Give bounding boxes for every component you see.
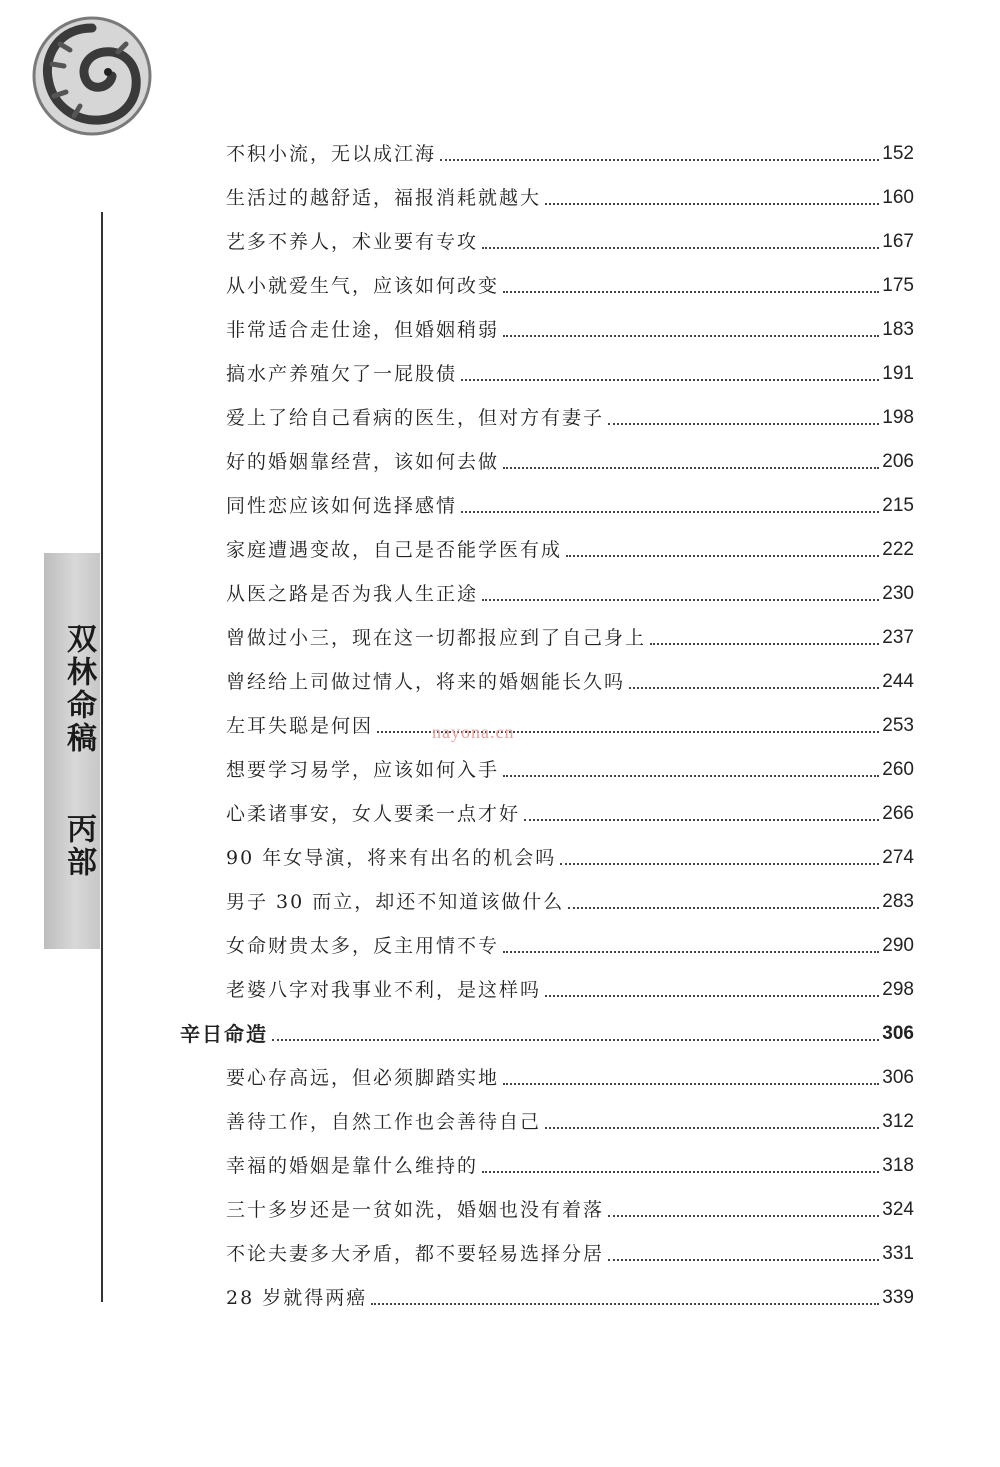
toc-entry-title: 爱上了给自己看病的医生，但对方有妻子 [226,407,605,429]
toc-page-number: 191 [882,363,914,384]
toc-page-number: 222 [882,539,914,560]
toc-entry-title: 搞水产养殖欠了一屁股债 [226,363,458,385]
dot-leader [545,1127,879,1129]
toc-row[interactable] [226,401,914,431]
dot-leader [503,335,879,337]
toc-entry-title: 幸福的婚姻是靠什么维持的 [226,1155,479,1177]
toc-row[interactable] [226,797,914,827]
dot-leader [503,291,879,293]
toc-entry-title: 曾做过小三，现在这一切都报应到了自己身上 [226,627,647,649]
toc-page-number: 215 [882,495,914,516]
dot-leader [629,687,879,689]
toc-row[interactable] [226,973,914,1003]
toc-page-number: 230 [882,583,914,604]
dot-leader [440,159,879,161]
toc-entry-title: 左耳失聪是何因 [226,715,374,737]
toc-row[interactable] [226,885,914,915]
dot-leader [524,819,879,821]
toc-row[interactable] [226,357,914,387]
toc-page-number: 283 [882,891,914,912]
toc-entry-title: 女命财贵太多，反主用情不专 [226,935,500,957]
toc-entry-title: 辛日命造 [180,1022,268,1046]
toc-row[interactable] [226,181,914,211]
toc-entry-title: 心柔诸事安，女人要柔一点才好 [226,803,521,825]
toc-entry-title: 不积小流，无以成江海 [226,143,437,165]
toc-entry-title: 家庭遭遇变故，自己是否能学医有成 [226,539,563,561]
toc-page-number: 324 [882,1199,914,1220]
book-part: 丙部 [61,813,96,879]
toc-page-number: 298 [882,979,914,1000]
toc-row[interactable] [226,1061,914,1091]
toc-page-number: 331 [882,1243,914,1264]
toc-entry-title: 好的婚姻靠经营，该如何去做 [226,451,500,473]
dot-leader [371,1303,879,1305]
toc-entry-title: 善待工作，自然工作也会善待自己 [226,1111,542,1133]
toc-page-number: 306 [882,1067,914,1088]
toc-page-number: 198 [882,407,914,428]
toc-page-number: 237 [882,627,914,648]
dot-leader [608,1259,879,1261]
dot-leader [503,951,879,953]
toc-page-number: 206 [882,451,914,472]
dot-leader [482,247,879,249]
toc-entry-title: 想要学习易学，应该如何入手 [226,759,500,781]
toc-page-number: 266 [882,803,914,824]
toc-row[interactable] [226,533,914,563]
dot-leader [545,203,879,205]
toc-row[interactable] [226,753,914,783]
dot-leader [503,1083,879,1085]
toc-entry-title: 同性恋应该如何选择感情 [226,495,458,517]
toc-page-number: 318 [882,1155,914,1176]
book-title: 双林命稿 [61,623,96,755]
toc-row[interactable] [226,1193,914,1223]
toc-page-number: 167 [882,231,914,252]
toc-entry-title: 非常适合走仕途，但婚姻稍弱 [226,319,500,341]
toc-page-number: 160 [882,187,914,208]
dot-leader [568,907,879,909]
toc-entry-title: 曾经给上司做过情人，将来的婚姻能长久吗 [226,671,626,693]
toc-section-row[interactable] [180,1017,914,1047]
dot-leader [503,467,879,469]
toc-row[interactable] [226,137,914,167]
toc-row[interactable] [226,577,914,607]
toc-page-number: 290 [882,935,914,956]
toc-row[interactable] [226,1281,914,1311]
toc-entry-title: 老婆八字对我事业不利，是这样吗 [226,979,542,1001]
dot-leader [503,775,879,777]
toc-entry-title: 艺多不养人，术业要有专攻 [226,231,479,253]
toc-row[interactable] [226,313,914,343]
dot-leader [608,1215,879,1217]
toc-page-number: 312 [882,1111,914,1132]
toc-entry-title: 28 岁就得两癌 [226,1287,368,1309]
toc-entry-title: 三十多岁还是一贫如洗，婚姻也没有着落 [226,1199,605,1221]
toc-page-number: 152 [882,143,914,164]
dot-leader [482,599,879,601]
dot-leader [482,1171,879,1173]
toc-row[interactable] [226,225,914,255]
toc-entry-title: 男子 30 而立，却还不知道该做什么 [226,891,565,913]
toc-entry-title: 90 年女导演，将来有出名的机会吗 [226,847,557,869]
dot-leader [461,511,879,513]
toc-entry-title: 从医之路是否为我人生正途 [226,583,479,605]
dot-leader [650,643,879,645]
toc-row[interactable] [226,1149,914,1179]
watermark: nayona.cn [432,722,515,742]
toc-entry-title: 不论夫妻多大矛盾，都不要轻易选择分居 [226,1243,605,1265]
toc-page-number: 244 [882,671,914,692]
toc-entry-title: 要心存高远，但必须脚踏实地 [226,1067,500,1089]
toc-page-number: 260 [882,759,914,780]
toc-row[interactable] [226,841,914,871]
toc-row[interactable] [226,929,914,959]
toc-entry-title: 从小就爱生气，应该如何改变 [226,275,500,297]
dot-leader [272,1039,879,1041]
toc-row[interactable] [226,665,914,695]
dot-leader [566,555,879,557]
toc-page-number: 253 [882,715,914,736]
toc-entry-title: 生活过的越舒适，福报消耗就越大 [226,187,542,209]
toc-page-number: 175 [882,275,914,296]
toc-row[interactable] [226,1237,914,1267]
toc-page-number: 274 [882,847,914,868]
toc-row[interactable] [226,621,914,651]
toc-page-number: 339 [882,1287,914,1308]
toc-row[interactable] [226,269,914,299]
dot-leader [560,863,879,865]
toc-row[interactable] [226,709,914,739]
dot-leader [608,423,879,425]
toc-row[interactable] [226,489,914,519]
dot-leader [545,995,879,997]
toc-row[interactable] [226,445,914,475]
toc-row[interactable] [226,1105,914,1135]
toc-page-number: 183 [882,319,914,340]
toc-page-number: 306 [882,1023,914,1044]
dot-leader [461,379,879,381]
